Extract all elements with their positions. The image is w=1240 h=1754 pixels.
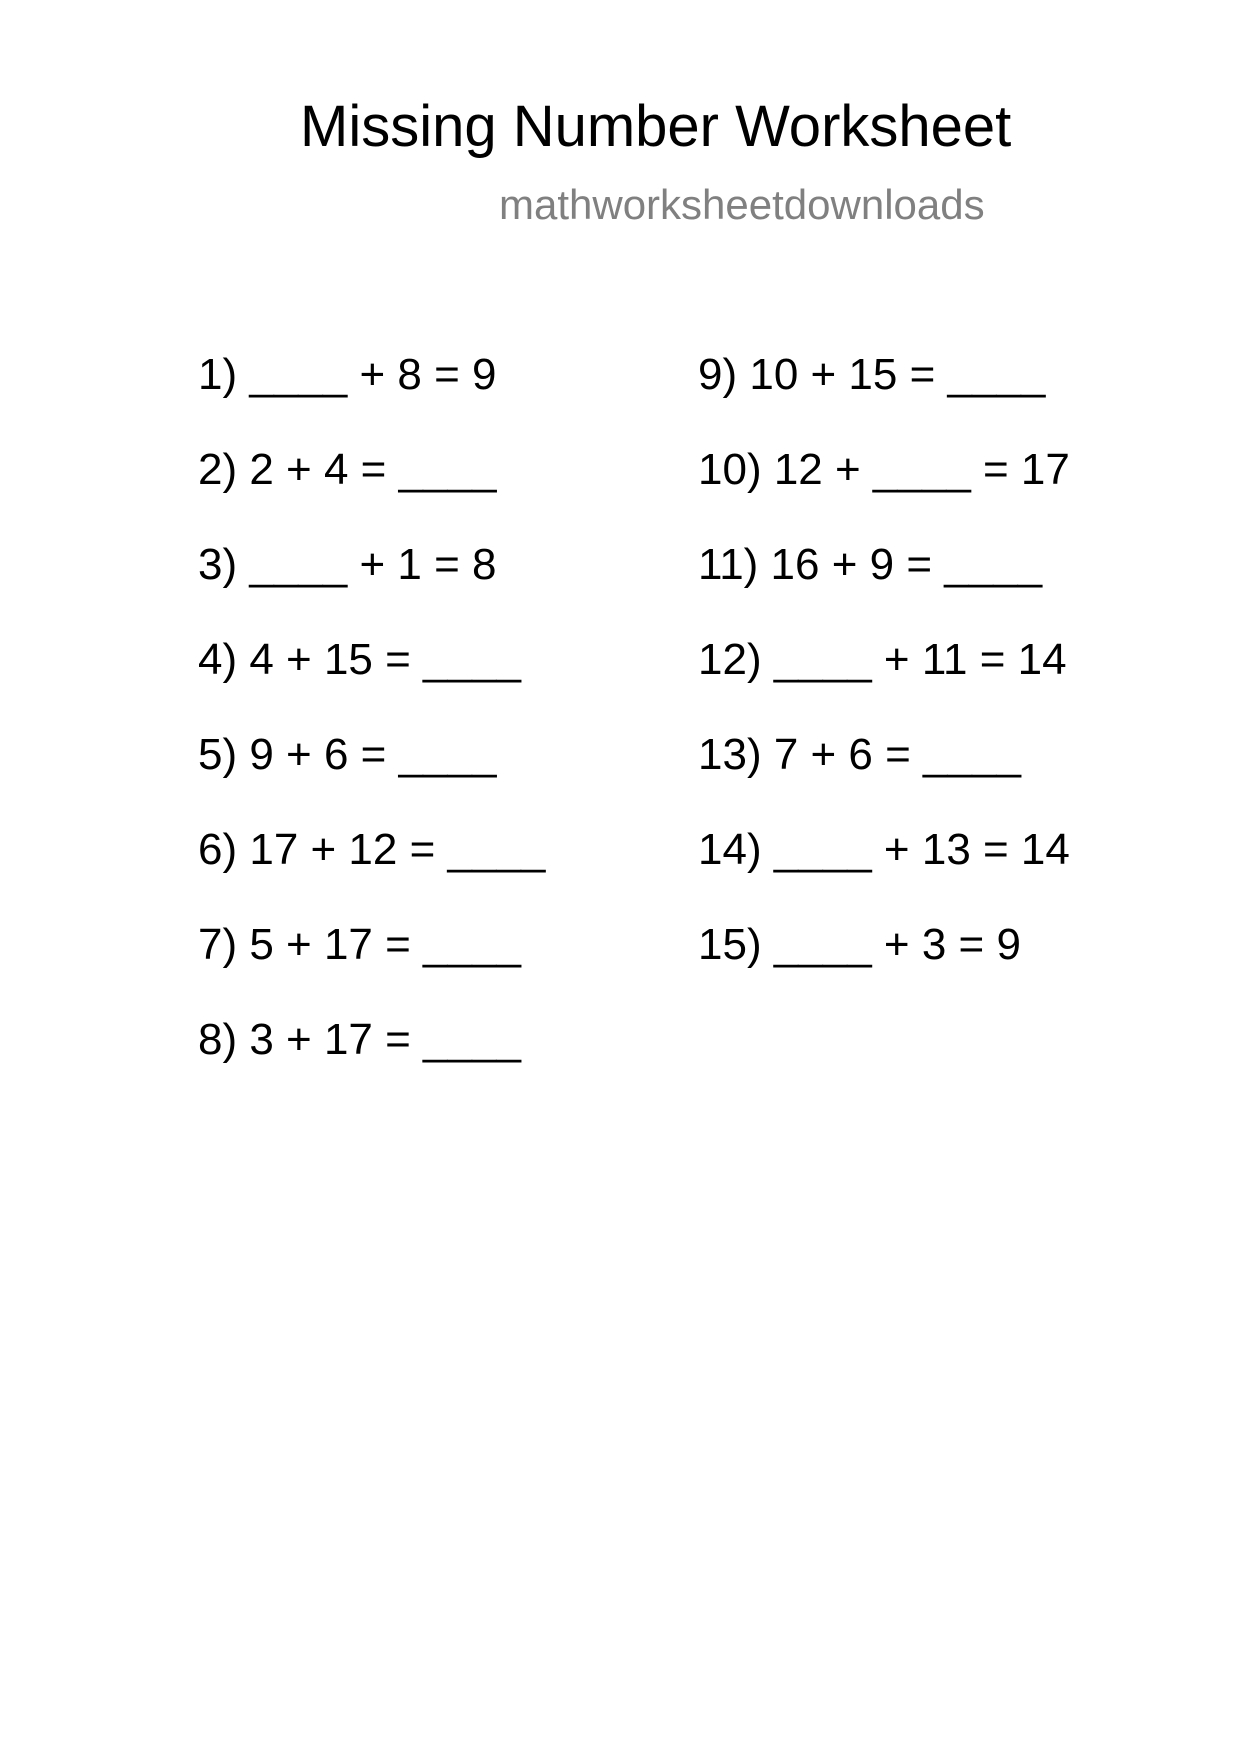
- problem-item: 8) 3 + 17 = ____: [198, 1015, 521, 1064]
- problems-right-column: [698, 351, 1070, 1016]
- problem-item: 3) ____ + 1 = 8: [198, 540, 497, 589]
- problem-item: 11) 16 + 9 = ____: [698, 540, 1043, 589]
- problem-item: 12) ____ + 11 = 14: [698, 635, 1067, 684]
- problem-item: 15) ____ + 3 = 9: [698, 920, 1021, 969]
- problem-item: 10) 12 + ____ = 17: [698, 445, 1070, 494]
- problem-item: 7) 5 + 17 = ____: [198, 920, 521, 969]
- problem-item: 6) 17 + 12 = ____: [198, 825, 546, 874]
- problems-left-column: [198, 351, 545, 1111]
- problem-item: 5) 9 + 6 = ____: [198, 730, 497, 779]
- problem-item: 14) ____ + 13 = 14: [698, 825, 1070, 874]
- problem-item: 2) 2 + 4 = ____: [198, 445, 497, 494]
- problem-item: 1) ____ + 8 = 9: [198, 350, 497, 399]
- page-title: Missing Number Worksheet: [300, 94, 1012, 159]
- problem-item: 4) 4 + 15 = ____: [198, 635, 521, 684]
- page-subtitle: mathworksheetdownloads: [499, 181, 985, 228]
- problem-item: 13) 7 + 6 = ____: [698, 730, 1021, 779]
- problem-item: 9) 10 + 15 = ____: [698, 350, 1046, 399]
